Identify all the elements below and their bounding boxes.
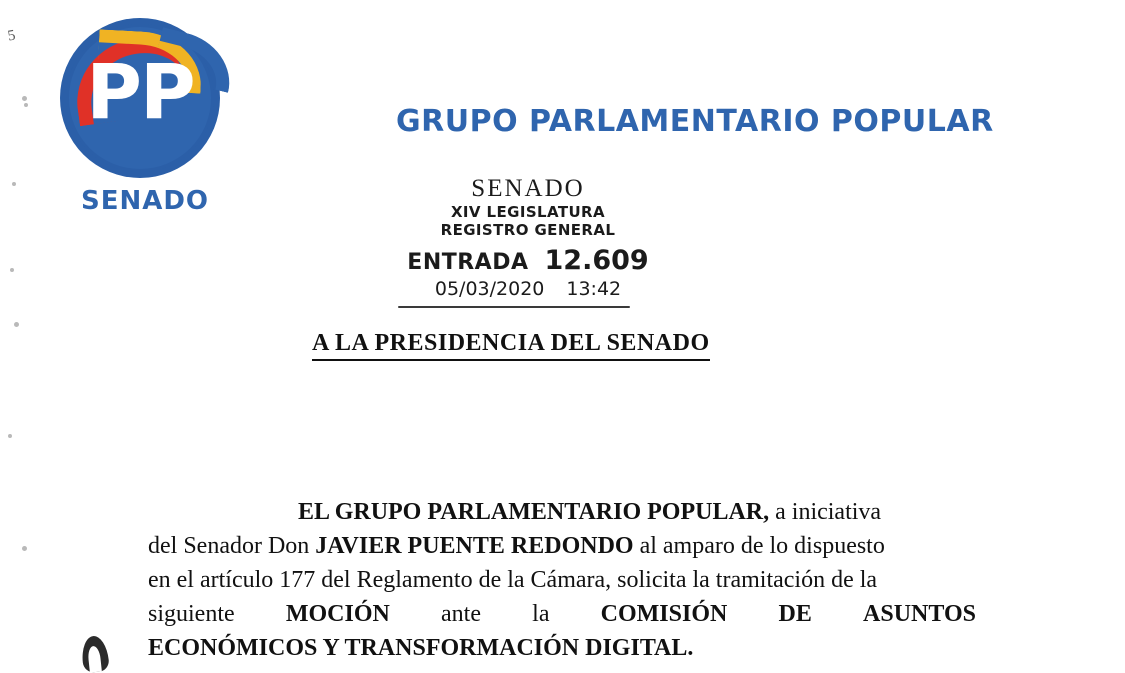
- scan-speckle: [8, 434, 12, 438]
- stamp-legislature: XIV LEGISLATURA: [450, 203, 606, 222]
- stamp-registry: REGISTRO GENERAL: [440, 220, 616, 239]
- body-line-4-strong-2: COMISIÓN: [600, 601, 728, 628]
- body-line-4: [148, 597, 976, 631]
- addressee-heading: A LA PRESIDENCIA DEL SENADO: [312, 330, 710, 361]
- stamp-entry-row: [388, 245, 668, 276]
- body-line-2-b: al amparo de lo dispuesto: [633, 533, 885, 560]
- logo-acronym: PP: [86, 47, 194, 136]
- page-title: GRUPO PARLAMENTARIO POPULAR: [396, 104, 994, 139]
- scan-speckle: [24, 103, 28, 107]
- stamp-datetime-row: [388, 278, 668, 300]
- body-line-3: en el artículo 177 del Reglamento de la Cámara, solicita la tramitación de la: [148, 567, 878, 594]
- stamp-time: 13:42: [566, 277, 622, 300]
- registry-stamp: [388, 176, 668, 300]
- stamp-date: 05/03/2020: [434, 277, 545, 300]
- scan-speckle: [22, 546, 27, 551]
- body-text: [148, 495, 976, 665]
- body-line-4-a: siguiente: [148, 601, 235, 628]
- body-line-1: [148, 495, 976, 529]
- body-line-2-strong: JAVIER PUENTE REDONDO: [315, 533, 634, 560]
- logo-caption: SENADO: [80, 186, 210, 216]
- body-line-5: [148, 631, 976, 665]
- body-line-2-a: del Senador Don: [148, 533, 316, 560]
- body-line-1-rest: a iniciativa: [769, 499, 882, 525]
- stamp-entry-label: ENTRADA: [407, 249, 529, 275]
- body-line-2: [148, 529, 976, 563]
- body-line-4-c: la: [532, 601, 550, 628]
- body-line-1-strong: EL GRUPO PARLAMENTARIO POPULAR,: [298, 499, 770, 525]
- body-line-4-strong-1: MOCIÓN: [285, 601, 390, 628]
- stamp-entry-number: 12.609: [544, 244, 649, 276]
- scan-speckle: [12, 182, 16, 186]
- body-line-4-strong-3: DE: [778, 601, 812, 628]
- body-line-5-strong: ECONÓMICOS Y TRANSFORMACIÓN DIGITAL.: [148, 635, 694, 662]
- body-line-4-b: ante: [441, 601, 481, 628]
- scan-speckle: [22, 96, 27, 101]
- body-line-4-strong-4: ASUNTOS: [863, 601, 976, 628]
- stamp-underline: [398, 306, 630, 308]
- stamp-institution: SENADO: [471, 175, 585, 202]
- margin-mark: 5: [6, 27, 17, 45]
- scan-speckle: [10, 268, 14, 272]
- pp-logo: [52, 18, 238, 216]
- ink-blob-mark: [80, 635, 110, 673]
- scan-speckle: [14, 322, 19, 327]
